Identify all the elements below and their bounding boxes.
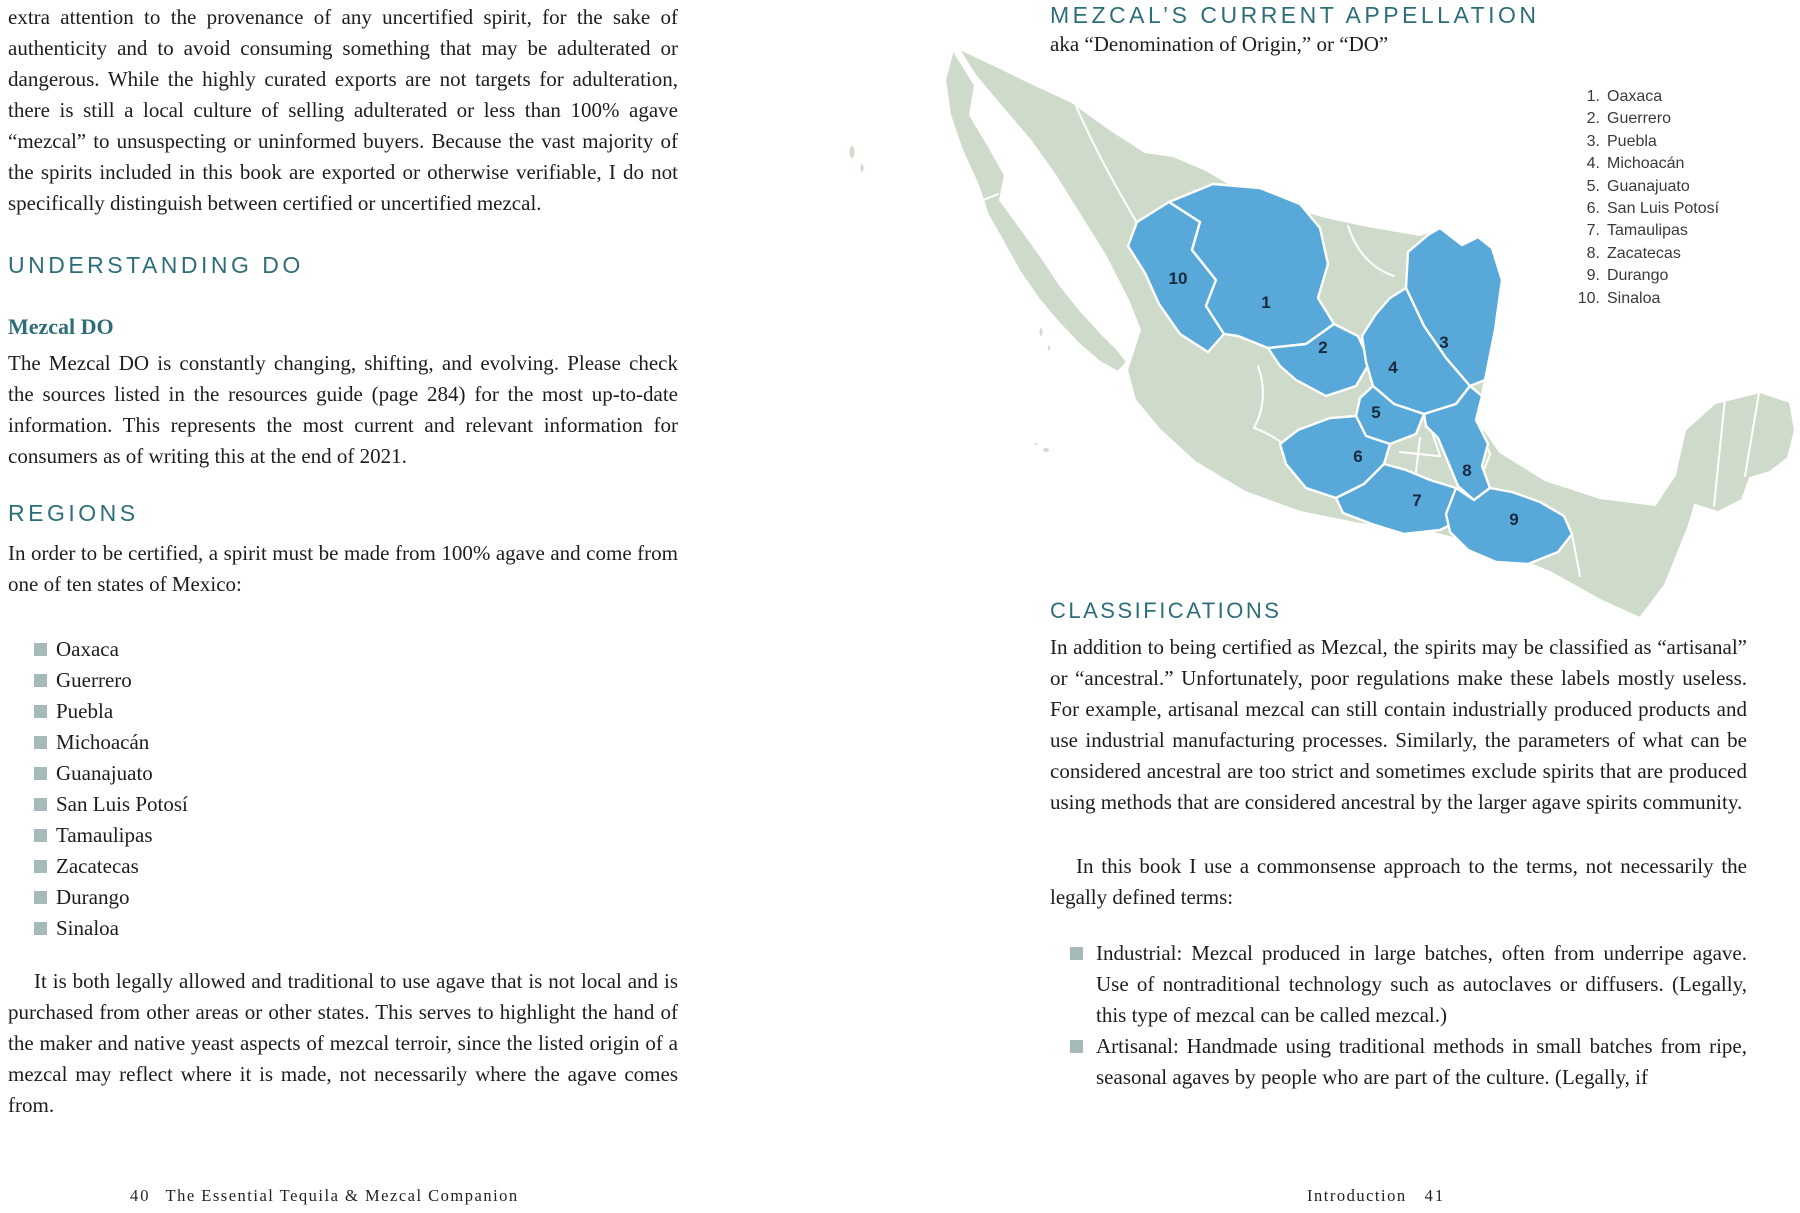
- bullet-square-icon: [34, 798, 47, 811]
- legend-row: [1566, 265, 1719, 287]
- map-island: [849, 145, 856, 159]
- legend-label: Guerrero: [1607, 110, 1672, 128]
- legend-row: [1566, 131, 1719, 153]
- book-title: The Essential Tequila & Mezcal Companion: [165, 1186, 519, 1205]
- page-number: 40: [130, 1186, 151, 1205]
- bullet-square-icon: [34, 829, 47, 842]
- legend-row: [1566, 198, 1719, 220]
- legend-row: [1566, 176, 1719, 198]
- section-heading-classifications: CLASSIFICATIONS: [1050, 598, 1282, 623]
- state-name: San Luis Potosí: [56, 792, 188, 816]
- map-island: [1047, 344, 1051, 352]
- list-item: [8, 634, 678, 665]
- state-name: Guerrero: [56, 668, 132, 692]
- bullet-square-icon: [34, 736, 47, 749]
- legend-label: Puebla: [1607, 132, 1657, 150]
- state-name: Sinaloa: [56, 916, 119, 940]
- legend-row: [1566, 86, 1719, 108]
- legend-label: Sinaloa: [1607, 289, 1661, 307]
- legend-label: Durango: [1607, 267, 1669, 285]
- states-bullet-list: [8, 634, 678, 944]
- legend-label: Michoacán: [1607, 155, 1685, 173]
- page-footer-right: [1307, 1186, 1445, 1206]
- terms-bullet-list: [1050, 938, 1747, 1093]
- state-name: Guanajuato: [56, 761, 153, 785]
- footer-section-label: Introduction: [1307, 1186, 1407, 1205]
- intro-paragraph: extra attention to the provenance of any uncertified spirit, for the sake of authenticity and to avoid consuming something that may be adulterated or dangerous. While the highly curated exports are not targets for adulteration, there is still a local culture of selling adulterated or less than 100% agave “mezcal” to unsuspecting or uninformed buyers. Because the vast majority of the spirits included in this book are exported or otherwise verifiable, I do not specifically distinguish between certified or uncertified mezcal.: [8, 5, 678, 215]
- list-item: [8, 789, 678, 820]
- legend-number: 6.: [1586, 200, 1600, 218]
- state-name: Zacatecas: [56, 854, 139, 878]
- bullet-square-icon: [34, 674, 47, 687]
- legend-label: San Luis Potosí: [1607, 200, 1720, 218]
- map-island: [1042, 447, 1050, 453]
- list-item: [1050, 1031, 1747, 1093]
- legend-number: 3.: [1586, 132, 1600, 150]
- legend-label: Oaxaca: [1607, 88, 1663, 105]
- map-state-number-9: 9: [1509, 510, 1519, 529]
- list-item: [8, 727, 678, 758]
- legend-row: [1566, 288, 1719, 310]
- map-island: [1034, 442, 1039, 446]
- map-state-number-10: 10: [1168, 269, 1188, 288]
- map-state-number-6: 6: [1353, 447, 1363, 466]
- bullet-square-icon: [34, 860, 47, 873]
- legend-number: 2.: [1586, 110, 1600, 128]
- legend-row: [1566, 153, 1719, 175]
- list-item: [8, 851, 678, 882]
- state-name: Tamaulipas: [56, 823, 153, 847]
- list-item: [8, 696, 678, 727]
- section-heading-understanding-do: UNDERSTANDING DO: [8, 252, 304, 278]
- legend-number: 10.: [1577, 289, 1600, 307]
- list-item: [8, 882, 678, 913]
- regions-intro-paragraph: In order to be certified, a spirit must be made from 100% agave and come from one of ten states of Mexico:: [8, 541, 678, 596]
- approach-paragraph: In this book I use a commonsense approach to the terms, not necessarily the legally defined terms:: [1050, 854, 1747, 909]
- map-state-number-4: 4: [1388, 358, 1398, 377]
- legend-row: [1566, 220, 1719, 242]
- map-state-number-3: 3: [1439, 333, 1449, 352]
- state-name: Oaxaca: [56, 637, 119, 661]
- legend-number: 4.: [1586, 155, 1600, 173]
- term-text: Industrial: Mezcal produced in large batches, often from underripe agave. Use of nontraditional technology such as autoclaves or diffusers. (Legally, this type of mezcal can be called mezcal.): [1096, 941, 1747, 1027]
- map-section-title: MEZCAL’S CURRENT APPELLATION: [1050, 2, 1540, 28]
- term-text: Artisanal: Handmade using traditional methods in small batches from ripe, seasonal agaves by people who are part of the culture. (Legally, if: [1096, 1034, 1747, 1089]
- list-item: [8, 758, 678, 789]
- map-legend: [1566, 86, 1719, 310]
- legend-label: Guanajuato: [1607, 177, 1690, 195]
- state-name: Durango: [56, 885, 130, 909]
- map-island: [1039, 327, 1044, 337]
- page-number: 41: [1424, 1186, 1446, 1205]
- map-state-number-1: 1: [1261, 293, 1271, 312]
- map-state-number-7: 7: [1412, 491, 1422, 510]
- list-item: [8, 913, 678, 944]
- page-footer-left: [130, 1186, 519, 1206]
- bullet-square-icon: [1070, 1040, 1083, 1053]
- list-item: [8, 820, 678, 851]
- map-subtitle: aka “Denomination of Origin,” or “DO”: [1050, 32, 1389, 56]
- subsection-heading-mezcal-do: Mezcal DO: [8, 314, 114, 339]
- list-item: [8, 665, 678, 696]
- map-state-number-2: 2: [1318, 338, 1328, 357]
- mezcal-do-paragraph: The Mezcal DO is constantly changing, shifting, and evolving. Please check the sources listed in the resources guide (page 284) for the most up-to-date information. This represents the most current and relevant information for consumers as of writing this at the end of 2021.: [8, 351, 678, 468]
- closing-paragraph: It is both legally allowed and traditional to use agave that is not local and is purchased from other areas or other states. This serves to highlight the hand of the maker and native yeast aspects of mezcal terroir, since the listed origin of a mezcal may reflect where it is made, not necessarily where the agave comes from.: [8, 969, 678, 1117]
- legend-label: Zacatecas: [1607, 244, 1681, 262]
- bullet-square-icon: [34, 705, 47, 718]
- state-name: Puebla: [56, 699, 114, 723]
- classifications-paragraph: In addition to being certified as Mezcal, the spirits may be classified as “artisanal” or “ancestral.” Unfortunately, poor regulations make these labels mostly useless. For example, artisanal mezcal can still contain industrially produced products and use industrial manufacturing processes. Similarly, the parameters of what can be considered ancestral are too strict and sometimes exclude spirits that are produced using methods that are considered ancestral by the larger agave spirits community.: [1050, 635, 1747, 814]
- bullet-square-icon: [34, 922, 47, 935]
- map-state-number-8: 8: [1462, 461, 1472, 480]
- legend-row: [1566, 108, 1719, 130]
- state-name: Michoacán: [56, 730, 150, 754]
- bullet-square-icon: [34, 767, 47, 780]
- bullet-square-icon: [1070, 947, 1083, 960]
- map-island: [860, 163, 865, 173]
- legend-label: Tamaulipas: [1607, 222, 1688, 240]
- legend-number: 5.: [1586, 177, 1600, 195]
- legend-number: 7.: [1586, 222, 1600, 240]
- legend-number: 8.: [1586, 244, 1600, 262]
- list-item: [1050, 938, 1747, 1031]
- legend-number: 1.: [1586, 88, 1600, 105]
- map-state-number-5: 5: [1371, 403, 1381, 422]
- section-heading-regions: REGIONS: [8, 500, 139, 526]
- bullet-square-icon: [34, 891, 47, 904]
- bullet-square-icon: [34, 643, 47, 656]
- legend-row: [1566, 243, 1719, 265]
- legend-number: 9.: [1586, 267, 1600, 285]
